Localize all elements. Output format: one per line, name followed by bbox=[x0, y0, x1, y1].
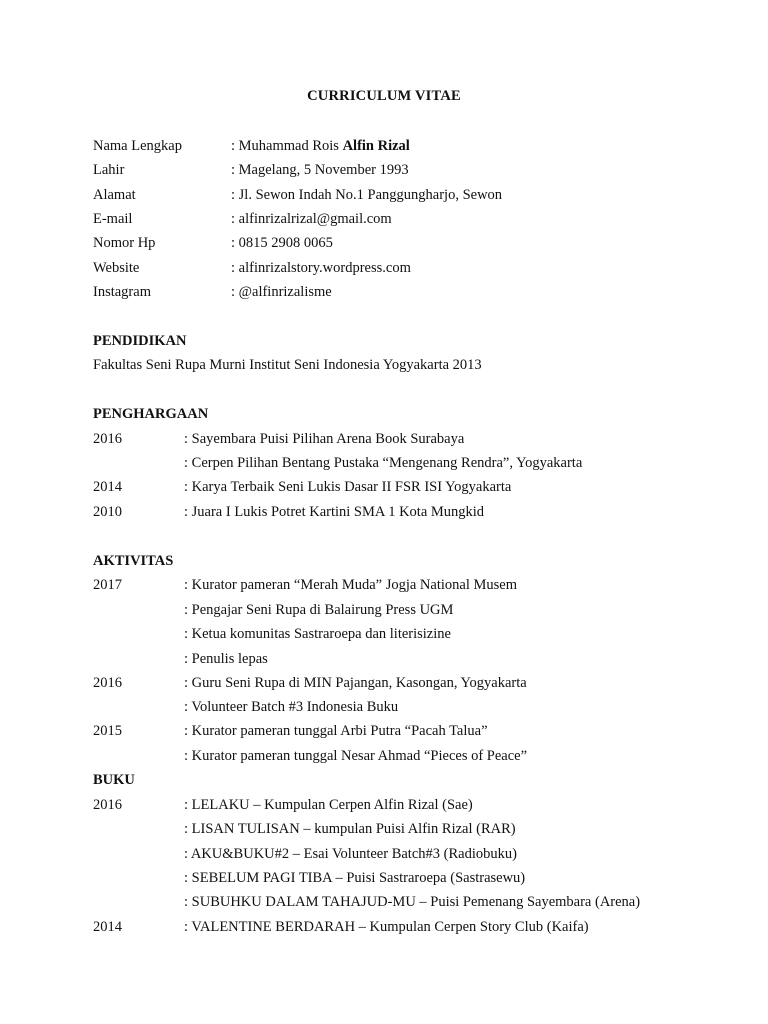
section-heading: AKTIVITAS bbox=[93, 553, 174, 569]
section-heading: PENGHARGAAN bbox=[93, 406, 209, 422]
item-text: : Kurator pameran “Merah Muda” Jogja National Musem bbox=[184, 577, 517, 593]
personal-row-website bbox=[0, 258, 768, 278]
pendidikan-text: Fakultas Seni Rupa Murni Institut Seni Indonesia Yogyakarta 2013 bbox=[93, 357, 482, 373]
list-item bbox=[0, 917, 768, 937]
item-text: : VALENTINE BERDARAH – Kumpulan Cerpen Story Club (Kaifa) bbox=[184, 919, 589, 935]
personal-value-plain: : Muhammad Rois bbox=[231, 138, 343, 154]
item-text: : LELAKU – Kumpulan Cerpen Alfin Rizal (Sae) bbox=[184, 797, 473, 813]
personal-value: : Magelang, 5 November 1993 bbox=[231, 162, 409, 178]
item-year: 2010 bbox=[93, 504, 122, 520]
personal-row-address bbox=[0, 185, 768, 205]
item-text: : Volunteer Batch #3 Indonesia Buku bbox=[184, 699, 399, 715]
list-item bbox=[0, 477, 768, 497]
personal-value: : Jl. Sewon Indah No.1 Panggungharjo, Sewon bbox=[231, 187, 503, 203]
list-item bbox=[0, 673, 768, 693]
item-text: : SEBELUM PAGI TIBA – Puisi Sastraroepa (Sastrasewu) bbox=[184, 870, 526, 886]
item-text: : Pengajar Seni Rupa di Balairung Press UGM bbox=[184, 602, 454, 618]
item-text: : Ketua komunitas Sastraroepa dan literisizine bbox=[184, 626, 451, 642]
list-item bbox=[0, 868, 768, 888]
section-heading: PENDIDIKAN bbox=[93, 333, 187, 349]
item-text: : AKU&BUKU#2 – Esai Volunteer Batch#3 (Radiobuku) bbox=[184, 846, 517, 862]
list-item bbox=[0, 575, 768, 595]
list-item bbox=[0, 600, 768, 620]
personal-label: Nama Lengkap bbox=[93, 138, 182, 154]
item-year: 2017 bbox=[93, 577, 122, 593]
personal-value: : alfinrizalrizal@gmail.com bbox=[231, 211, 392, 227]
list-item bbox=[0, 649, 768, 669]
item-text: : Kurator pameran tunggal Nesar Ahmad “Pieces of Peace” bbox=[184, 748, 528, 764]
list-item bbox=[0, 795, 768, 815]
personal-label: Alamat bbox=[93, 187, 136, 203]
personal-label: E-mail bbox=[93, 211, 133, 227]
item-text: : LISAN TULISAN – kumpulan Puisi Alfin Rizal (RAR) bbox=[184, 821, 516, 837]
list-item bbox=[0, 624, 768, 644]
list-item bbox=[0, 721, 768, 741]
personal-row-birth bbox=[0, 160, 768, 180]
section-heading: BUKU bbox=[93, 772, 135, 788]
personal-label: Nomor Hp bbox=[93, 235, 156, 251]
personal-label: Website bbox=[93, 260, 140, 276]
pendidikan-text-row bbox=[0, 355, 768, 375]
personal-value-bold: Alfin Rizal bbox=[342, 138, 410, 154]
personal-row-phone bbox=[0, 233, 768, 253]
item-year: 2014 bbox=[93, 919, 122, 935]
personal-row-instagram bbox=[0, 282, 768, 302]
item-year: 2016 bbox=[93, 431, 122, 447]
item-year: 2016 bbox=[93, 797, 122, 813]
list-item bbox=[0, 697, 768, 717]
list-item bbox=[0, 453, 768, 473]
section-pendidikan bbox=[0, 331, 768, 351]
document-title: CURRICULUM VITAE bbox=[307, 88, 461, 104]
personal-value: : @alfinrizalisme bbox=[231, 284, 332, 300]
personal-value bbox=[231, 136, 410, 156]
item-text: : Penulis lepas bbox=[184, 651, 268, 667]
list-item bbox=[0, 892, 768, 912]
item-year: 2015 bbox=[93, 723, 122, 739]
item-year: 2014 bbox=[93, 479, 122, 495]
personal-value: : 0815 2908 0065 bbox=[231, 235, 333, 251]
list-item bbox=[0, 502, 768, 522]
list-item bbox=[0, 746, 768, 766]
item-text: : Cerpen Pilihan Bentang Pustaka “Mengenang Rendra”, Yogyakarta bbox=[184, 455, 583, 471]
item-text: : Sayembara Puisi Pilihan Arena Book Surabaya bbox=[184, 431, 465, 447]
item-text: : Juara I Lukis Potret Kartini SMA 1 Kota Mungkid bbox=[184, 504, 485, 520]
item-text: : Guru Seni Rupa di MIN Pajangan, Kasongan, Yogyakarta bbox=[184, 675, 527, 691]
item-year: 2016 bbox=[93, 675, 122, 691]
item-text: : Kurator pameran tunggal Arbi Putra “Pacah Talua” bbox=[184, 723, 488, 739]
item-text: : SUBUHKU DALAM TAHAJUD-MU – Puisi Pemenang Sayembara (Arena) bbox=[184, 894, 641, 910]
personal-label: Instagram bbox=[93, 284, 151, 300]
section-aktivitas bbox=[0, 551, 768, 571]
item-text: : Karya Terbaik Seni Lukis Dasar II FSR ISI Yogyakarta bbox=[184, 479, 512, 495]
personal-label: Lahir bbox=[93, 162, 125, 178]
list-item bbox=[0, 844, 768, 864]
list-item bbox=[0, 819, 768, 839]
personal-value: : alfinrizalstory.wordpress.com bbox=[231, 260, 411, 276]
list-item bbox=[0, 429, 768, 449]
personal-row-name bbox=[0, 136, 768, 156]
section-penghargaan bbox=[0, 404, 768, 424]
section-buku bbox=[0, 770, 768, 790]
personal-row-email bbox=[0, 209, 768, 229]
